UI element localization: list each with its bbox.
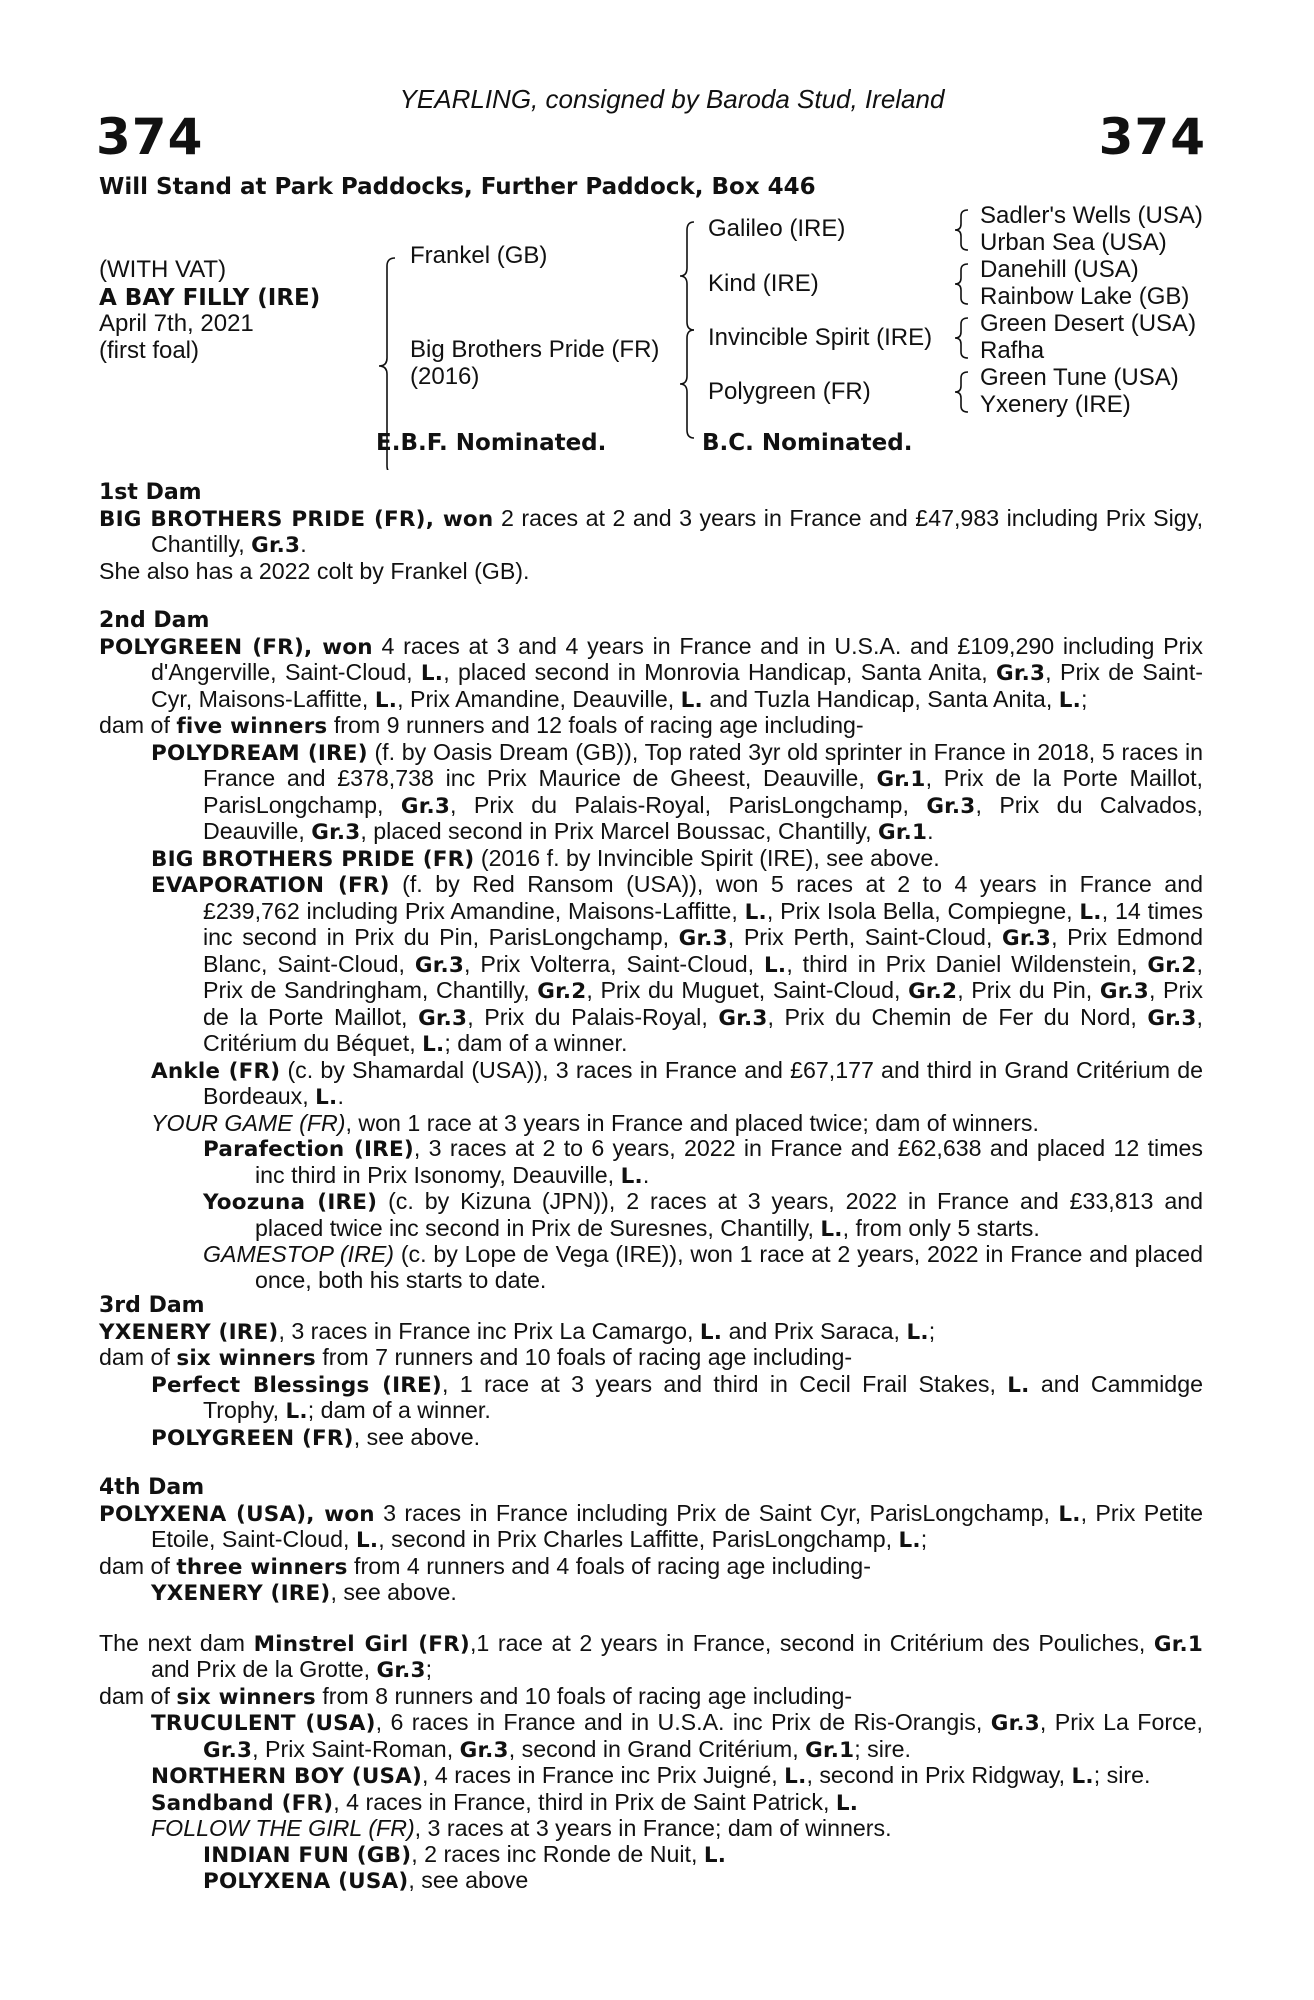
gen3-8: Yxenery (IRE) (980, 391, 1131, 418)
first-dam-note: She also has a 2022 colt by Frankel (GB). (99, 557, 530, 584)
produce-yoozuna: Yoozuna (IRE) (c. by Kizuna (JPN)), 2 races at 3 years, 2022 in France and £33,813 and placed twice inc second in Prix de Suresnes, Chantilly, L., from only 5 starts. (203, 1188, 1204, 1242)
gen3-6: Rafha (980, 337, 1045, 364)
gen3-4: Rainbow Lake (GB) (980, 283, 1190, 310)
second-dam-produce: dam of five winners from 9 runners and 12 foals of racing age including- (99, 712, 864, 739)
produce-ankle: Ankle (FR) (c. by Shamardal (USA)), 3 races in France and £67,177 and third in Grand Critérium de Bordeaux, L.. (151, 1056, 1203, 1110)
second-dam-heading: 2nd Dam (99, 608, 210, 633)
first-dam-heading: 1st Dam (99, 480, 202, 505)
produce-evaporation: EVAPORATION (FR) (f. by Red Ransom (USA)), won 5 races at 2 to 4 years in France and £239,762 including Prix Amandine, Maisons-Laffitte, L., Prix Isola Bella, Compiegne, L., 14 times inc second in Prix du Pin, ParisLongchamp, Gr.3, Prix Perth, Saint-Cloud, Gr.3, Prix Edmond Blanc, Saint-Cloud, Gr.3, Prix Volterra, Saint-Cloud, L., third in Prix Daniel Wildenstein, Gr.2, Prix de Sandringham, Chantilly, Gr.2, Prix du Muguet, Saint-Cloud, Gr.2, Prix du Pin, Gr.3, Prix de la Porte Maillot, Gr.3, Prix du Palais-Royal, Gr.3, Prix du Chemin de Fer du Nord, Gr.3, Critérium du Béquet, L.; dam of a winner. (151, 871, 1203, 1057)
foal-note: (first foal) (99, 337, 200, 364)
bc-nomination: B.C. Nominated. (702, 430, 913, 456)
lot-number-left: 374 (96, 108, 204, 166)
sire-name: Frankel (GB) (410, 242, 548, 269)
third-dam-record: YXENERY (IRE), 3 races in France inc Prix La Camargo, L. and Prix Saraca, L.; (99, 1317, 936, 1345)
produce-gamestop: GAMESTOP (IRE) (c. by Lope de Vega (IRE)), won 1 race at 2 years, 2022 in France and placed once, both his starts to date. (203, 1241, 1203, 1293)
produce-big-brothers-pride: BIG BROTHERS PRIDE (FR) (2016 f. by Invincible Spirit (IRE), see above. (151, 844, 940, 872)
third-dam-heading: 3rd Dam (99, 1293, 205, 1318)
second-dam-record: POLYGREEN (FR), won 4 races at 3 and 4 years in France and in U.S.A. and £109,290 including Prix d'Angerville, Saint-Cloud, L., placed second in Monrovia Handicap, Santa Anita, Gr.3, Prix de Saint-Cyr, Maisons-Laffitte, L., Prix Amandine, Deauville, L. and Tuzla Handicap, Santa Anita, L.; (99, 632, 1203, 713)
horse-name: A BAY FILLY (IRE) (99, 285, 321, 311)
produce-truculent: TRUCULENT (USA), 6 races in France and in U.S.A. inc Prix de Ris-Orangis, Gr.3, Prix La Force, Gr.3, Prix Saint-Roman, Gr.3, second in Grand Critérium, Gr.1; sire. (151, 1709, 1203, 1763)
sire-sire: Galileo (IRE) (708, 215, 846, 242)
fourth-dam-record: POLYXENA (USA), won 3 races in France including Prix de Saint Cyr, ParisLongchamp, L., Prix Petite Etoile, Saint-Cloud, L., second in Prix Charles Laffitte, ParisLongchamp, L.; (99, 1499, 1203, 1553)
ebf-nomination: E.B.F. Nominated. (376, 430, 607, 456)
first-dam-record: BIG BROTHERS PRIDE (FR), won 2 races at 2 and 3 years in France and £47,983 including Prix Sigy, Chantilly, Gr.3. (99, 504, 1204, 558)
produce-follow-the-girl: FOLLOW THE GIRL (FR), 3 races at 3 years in France; dam of winners. (151, 1815, 892, 1841)
produce-your-game: YOUR GAME (FR), won 1 race at 3 years in France and placed twice; dam of winners. (151, 1109, 1039, 1136)
vat-label: (WITH VAT) (99, 256, 227, 283)
fourth-dam-produce: dam of three winners from 4 runners and 4 foals of racing age including- (99, 1552, 871, 1580)
stand-location: Will Stand at Park Paddocks, Further Paddock, Box 446 (99, 174, 816, 200)
produce-indian-fun: INDIAN FUN (GB), 2 races inc Ronde de Nuit, L. (203, 1840, 727, 1868)
gen3-2: Urban Sea (USA) (980, 229, 1167, 256)
produce-record (99, 480, 1203, 1895)
next-dam-record: The next dam Minstrel Girl (FR),1 race at 2 years in France, second in Critérium des Pouliches, Gr.1 and Prix de la Grotte, Gr.3; (99, 1629, 1204, 1683)
dam-dam: Polygreen (FR) (708, 378, 871, 405)
produce-polyxena: POLYXENA (USA), see above (203, 1867, 529, 1894)
dam-name: Big Brothers Pride (FR) (410, 336, 660, 363)
dam-year: (2016) (410, 363, 480, 390)
foaling-date: April 7th, 2021 (99, 310, 254, 337)
gen3-7: Green Tune (USA) (980, 364, 1179, 391)
produce-polygreen: POLYGREEN (FR), see above. (151, 1423, 481, 1451)
produce-perfect-blessings: Perfect Blessings (IRE), 1 race at 3 years and third in Cecil Frail Stakes, L. and Cammidge Trophy, L.; dam of a winner. (151, 1370, 1203, 1424)
gen3-3: Danehill (USA) (980, 256, 1139, 283)
sire-dam: Kind (IRE) (708, 270, 819, 297)
next-dam-produce: dam of six winners from 8 runners and 10 foals of racing age including- (99, 1682, 853, 1710)
consignment-line: YEARLING, consigned by Baroda Stud, Ireland (399, 84, 945, 114)
fourth-dam-heading: 4th Dam (99, 1475, 205, 1500)
produce-northern-boy: NORTHERN BOY (USA), 4 races in France inc Prix Juigné, L., second in Prix Ridgway, L.; sire. (151, 1762, 1151, 1789)
dam-sire: Invincible Spirit (IRE) (708, 324, 933, 351)
lot-number-right: 374 (1098, 108, 1206, 166)
produce-yxenery: YXENERY (IRE), see above. (151, 1579, 457, 1606)
produce-parafection: Parafection (IRE), 3 races at 2 to 6 years, 2022 in France and £62,638 and placed 12 times inc third in Prix Isonomy, Deauville, L.. (203, 1135, 1204, 1189)
produce-sandband: Sandband (FR), 4 races in France, third in Prix de Saint Patrick, L. (151, 1788, 859, 1816)
gen3-5: Green Desert (USA) (980, 310, 1197, 337)
pedigree-table (0, 200, 1314, 470)
third-dam-produce: dam of six winners from 7 runners and 10 foals of racing age including- (99, 1344, 853, 1371)
gen3-1: Sadler's Wells (USA) (980, 202, 1203, 229)
produce-polydream: POLYDREAM (IRE) (f. by Oasis Dream (GB)), Top rated 3yr old sprinter in France in 2018, 5 races in France and £378,738 inc Prix Maurice de Gheest, Deauville, Gr.1, Prix de la Porte Maillot, ParisLongchamp, Gr.3, Prix du Palais-Royal, ParisLongchamp, Gr.3, Prix du Calvados, Deauville, Gr.3, placed second in Prix Marcel Boussac, Chantilly, Gr.1. (151, 738, 1204, 845)
